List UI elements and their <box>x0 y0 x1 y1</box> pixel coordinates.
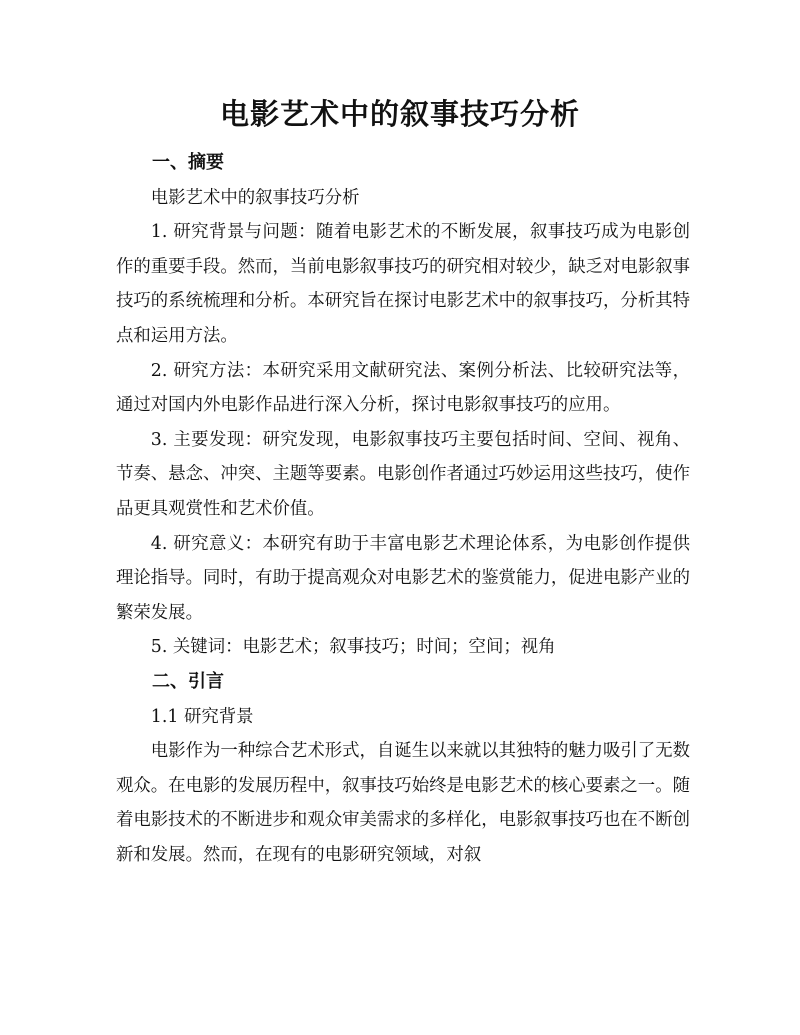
document-title: 电影艺术中的叙事技巧分析 <box>219 97 580 131</box>
subsection-heading-background: 1.1 研究背景 <box>150 706 254 727</box>
section-heading-introduction: 二、引言 <box>152 670 224 692</box>
abstract-subtitle: 电影艺术中的叙事技巧分析 <box>150 187 360 208</box>
document-body <box>116 146 690 872</box>
paragraph-keywords: 5. 关键词：电影艺术；叙事技巧；时间；空间；视角 <box>150 637 556 658</box>
paragraph-research-methods: 2. 研究方法：本研究采用文献研究法、案例分析法、比较研究法等，通过对国内外电影作品进行深入分析，探讨电影叙事技巧的应用。 <box>116 360 690 416</box>
section-heading-abstract: 一、摘要 <box>152 152 224 173</box>
paragraph-research-significance: 4. 研究意义：本研究有助于丰富电影艺术理论体系，为电影创作提供理论指导。同时，有助于提高观众对电影艺术的鉴赏能力，促进电影产业的繁荣发展。 <box>116 533 690 623</box>
paragraph-introduction-body: 电影作为一种综合艺术形式，自诞生以来就以其独特的魅力吸引了无数观众。在电影的发展历程中，叙事技巧始终是电影艺术的核心要素之一。随着电影技术的不断进步和观众审美需求的多样化，电影叙事技巧也在不断创新和发展。然而，在现有的电影研究领域，对叙 <box>116 741 690 865</box>
paragraph-research-background: 1. 研究背景与问题：随着电影艺术的不断发展，叙事技巧成为电影创作的重要手段。然而，当前电影叙事技巧的研究相对较少，缺乏对电影叙事技巧的系统梳理和分析。本研究旨在探讨电影艺术中的叙事技巧，分析其特点和运用方法。 <box>116 222 690 346</box>
paragraph-main-findings: 3. 主要发现：研究发现，电影叙事技巧主要包括时间、空间、视角、节奏、悬念、冲突、主题等要素。电影创作者通过巧妙运用这些技巧，使作品更具观赏性和艺术价值。 <box>116 429 690 519</box>
